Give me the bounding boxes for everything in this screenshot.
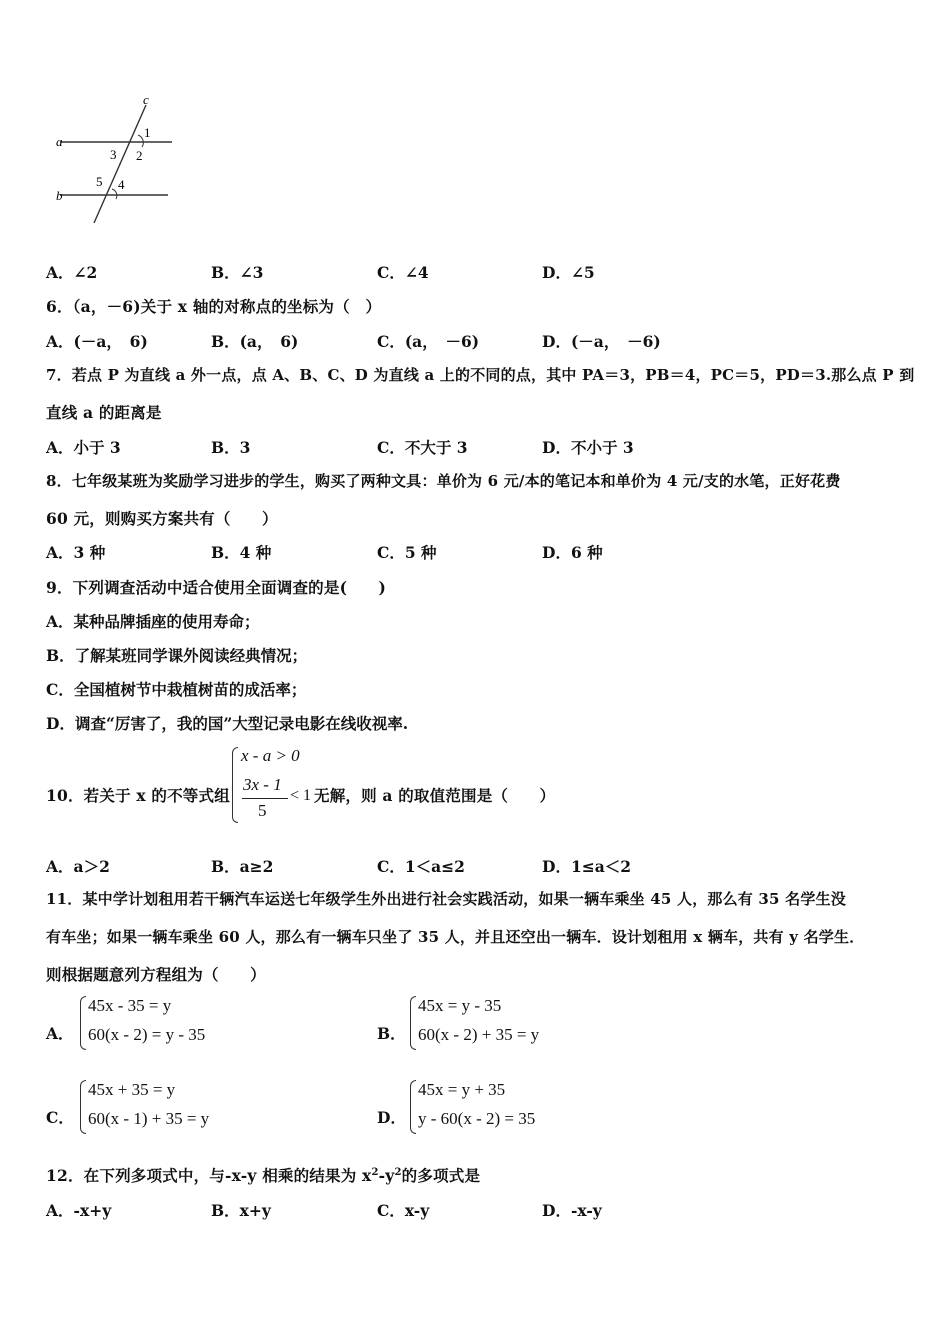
q12-stem-b: -y <box>378 1166 395 1185</box>
q10-stem-prefix: 10．若关于 x 的不等式组 <box>46 786 230 805</box>
q9-option-b: B．了解某班同学课外阅读经典情况； <box>46 646 308 665</box>
q9-option-a: A．某种品牌插座的使用寿命； <box>46 612 260 631</box>
q11-option-b-label: B． <box>377 1024 406 1043</box>
figure-label-a: a <box>56 134 63 149</box>
figure-label-2: 2 <box>136 148 143 163</box>
q11-option-b-eq2: 60(x - 2) + 35 = y <box>418 1025 540 1044</box>
figure-label-c: c <box>143 95 149 107</box>
q5-option-b: B．∠3 <box>211 263 264 282</box>
figure-label-3: 3 <box>110 147 117 162</box>
q7-option-d: D．不小于 3 <box>542 438 634 457</box>
q12-stem <box>46 1164 480 1186</box>
q11-option-c-eq1: 45x + 35 = y <box>88 1080 176 1099</box>
angle-arc-1 <box>138 135 143 147</box>
q6-option-a: A．(－a， 6) <box>46 332 148 351</box>
figure-label-4: 4 <box>118 177 125 192</box>
q11-option-d-brace <box>410 1080 416 1134</box>
q11-option-c-eq2: 60(x - 1) + 35 = y <box>88 1109 210 1128</box>
q7-option-c: C．不大于 3 <box>377 438 468 457</box>
q10-fraction-numerator: 3x - 1 <box>243 775 282 794</box>
q5-option-d: D．∠5 <box>542 263 595 282</box>
q11-option-d-label: D． <box>377 1108 406 1127</box>
line-c <box>94 105 146 223</box>
q12-sup-1: 2 <box>371 1166 379 1178</box>
q8-stem-line2: 60 元，则购买方案共有（ ） <box>46 509 278 528</box>
q10-fraction-denominator: 5 <box>258 801 267 820</box>
q11-option-d-eq2: y - 60(x - 2) = 35 <box>418 1109 536 1128</box>
q8-option-c: C．5 种 <box>377 543 437 562</box>
q11-option-c-brace <box>80 1080 86 1134</box>
q10-inequality-1: x - a > 0 <box>241 746 300 765</box>
q10-stem-suffix: 无解，则 a 的取值范围是（ ） <box>314 786 556 805</box>
q11-option-a-eq1: 45x - 35 = y <box>88 996 172 1015</box>
q10-option-c: C．1＜a≤2 <box>377 857 465 876</box>
q11-option-a-label: A． <box>46 1024 74 1043</box>
figure-label-1: 1 <box>144 125 151 140</box>
q12-sup-2: 2 <box>394 1166 402 1178</box>
q8-stem-line1: 8．七年级某班为奖励学习进步的学生，购买了两种文具：单价为 6 元/本的笔记本和单价为 4 元/支的水笔，正好花费 <box>46 472 841 490</box>
q11-option-b-eq1: 45x = y - 35 <box>418 996 502 1015</box>
q6-option-d: D．(－a， －6) <box>542 332 661 351</box>
q11-option-a-eq2: 60(x - 2) = y - 35 <box>88 1025 206 1044</box>
q6-option-c: C．(a， －6) <box>377 332 480 351</box>
q9-stem: 9．下列调查活动中适合使用全面调查的是( ) <box>46 578 387 597</box>
q9-option-d: D．调查“厉害了，我的国”大型记录电影在线收视率. <box>46 714 409 733</box>
q11-option-a-brace <box>80 996 86 1050</box>
q10-option-a: A．a＞2 <box>46 857 110 876</box>
parallel-lines-figure <box>50 95 190 230</box>
q8-option-d: D．6 种 <box>542 543 603 562</box>
q8-option-a: A．3 种 <box>46 543 106 562</box>
q12-stem-c: 的多项式是 <box>401 1166 481 1185</box>
figure-label-b: b <box>56 188 63 203</box>
q8-option-b: B．4 种 <box>211 543 272 562</box>
q10-option-b: B．a≥2 <box>211 857 274 876</box>
q12-option-b: B．x+y <box>211 1201 271 1220</box>
q12-stem-a: 12．在下列多项式中，与-x-y 相乘的结果为 x <box>46 1166 372 1185</box>
q10-fraction-relation: < 1 <box>290 787 312 804</box>
q9-option-c: C．全国植树节中栽植树苗的成活率； <box>46 680 307 699</box>
q10-option-d: D．1≤a＜2 <box>542 857 632 876</box>
q6-option-b: B．(a， 6) <box>211 332 299 351</box>
q6-stem: 6．（a，－6)关于 x 轴的对称点的坐标为（ ） <box>46 297 382 316</box>
q12-option-d: D．-x-y <box>542 1201 602 1220</box>
q5-option-c: C．∠4 <box>377 263 429 282</box>
q5-option-a: A．∠2 <box>46 263 98 282</box>
q11-stem-line3: 则根据题意列方程组为（ ） <box>46 965 266 984</box>
q7-option-a: A．小于 3 <box>46 438 121 457</box>
q12-option-a: A．-x+y <box>46 1201 112 1220</box>
q11-option-c-label: C． <box>46 1108 74 1127</box>
q10-system-brace <box>232 747 238 823</box>
q7-stem-line2: 直线 a 的距离是 <box>46 403 162 422</box>
q11-option-b-brace <box>410 996 416 1050</box>
figure-label-5: 5 <box>96 174 103 189</box>
q11-stem-line1: 11．某中学计划租用若干辆汽车运送七年级学生外出进行社会实践活动，如果一辆车乘坐 45 人，那么有 35 名学生没 <box>46 890 846 908</box>
q7-option-b: B．3 <box>211 438 251 457</box>
q10-fraction-bar <box>242 798 288 799</box>
q7-stem-line1: 7．若点 P 为直线 a 外一点，点 A、B、C、D 为直线 a 上的不同的点，其中 PA＝3，PB＝4，PC＝5，PD＝3.那么点 P 到 <box>46 366 915 384</box>
q12-option-c: C．x-y <box>377 1201 430 1220</box>
q11-option-d-eq1: 45x = y + 35 <box>418 1080 506 1099</box>
q11-stem-line2: 有车坐；如果一辆车乘坐 60 人，那么有一辆车只坐了 35 人，并且还空出一辆车．设计划租用 x 辆车，共有 y 名学生． <box>46 928 865 946</box>
angle-arc-4 <box>112 189 117 199</box>
